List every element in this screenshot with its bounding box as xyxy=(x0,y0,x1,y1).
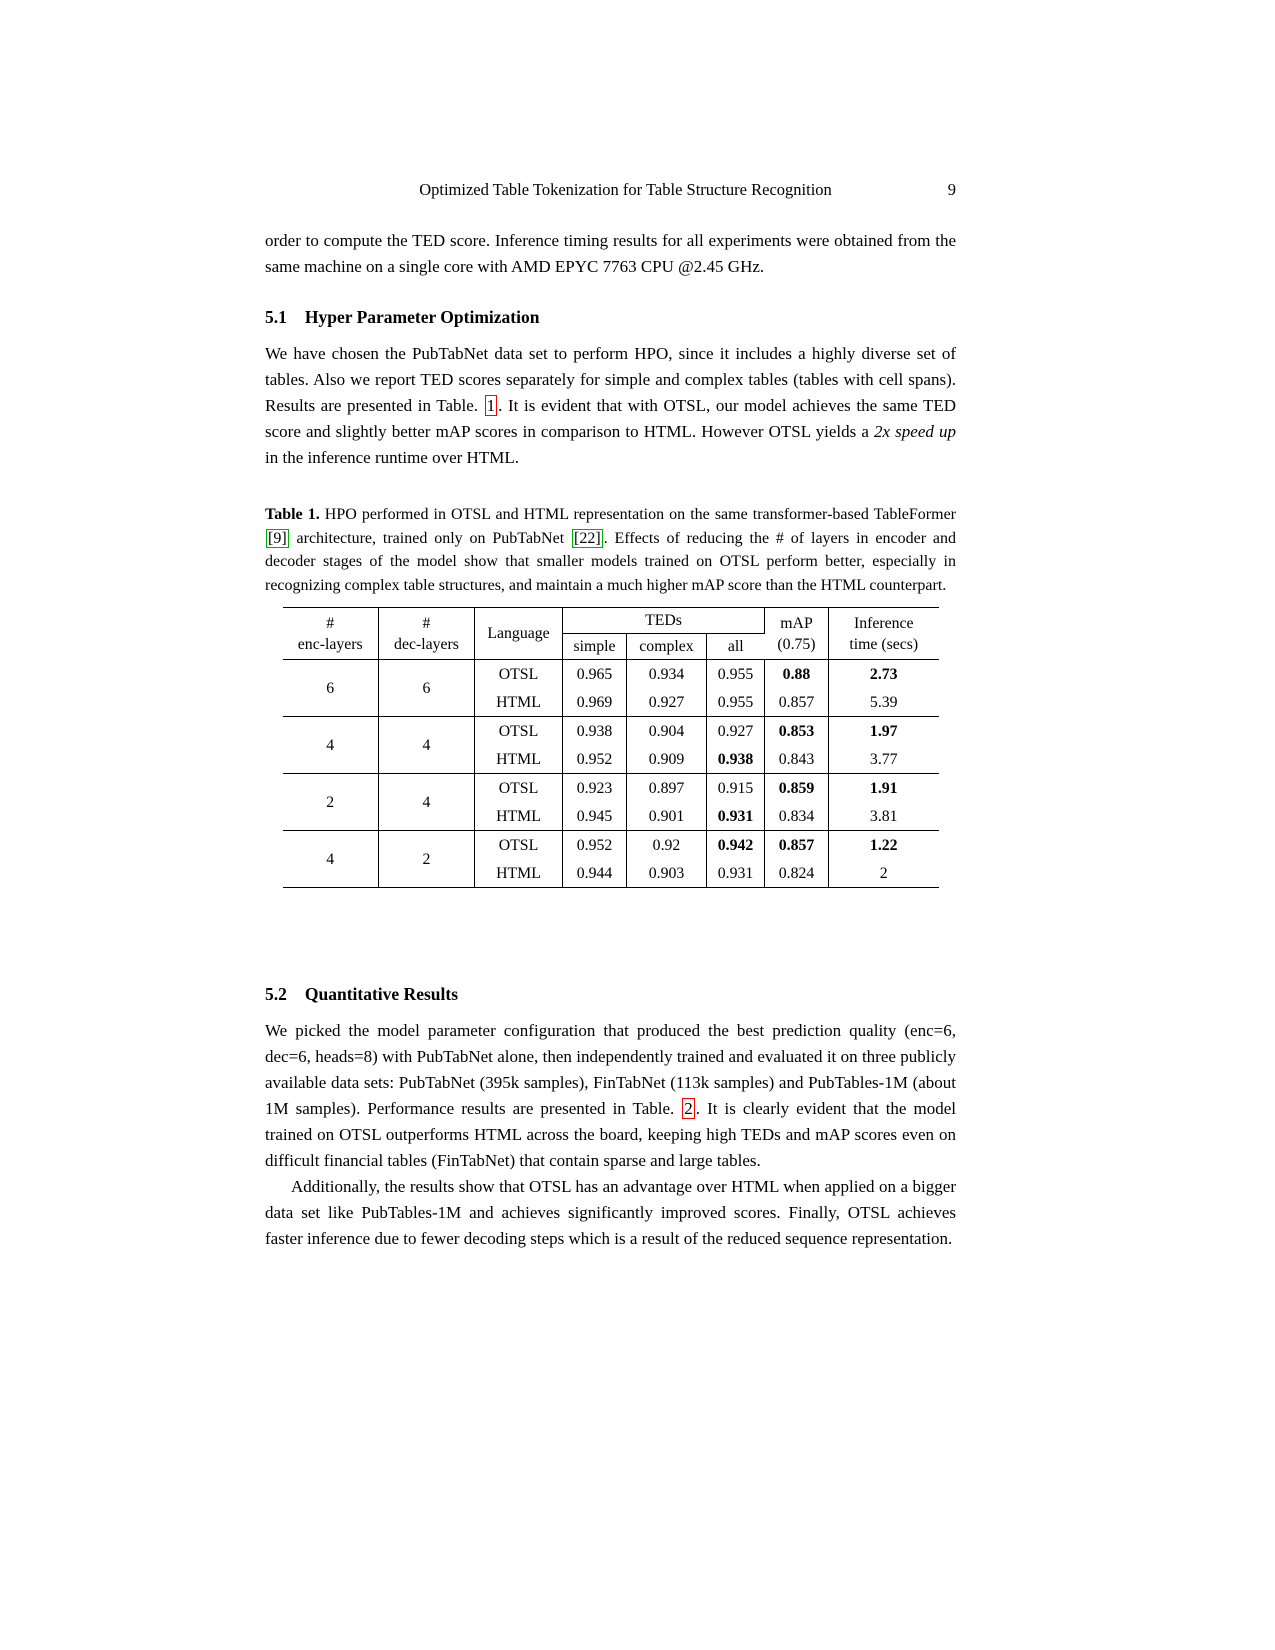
results-table-1 xyxy=(283,607,939,888)
table-2-ref-link[interactable]: 2 xyxy=(684,1099,693,1118)
cell-teds-simple: 0.944 xyxy=(563,859,627,888)
header-teds-simple: simple xyxy=(563,634,627,660)
table-header-row-1 xyxy=(283,608,939,634)
cell-teds-simple: 0.965 xyxy=(563,660,627,689)
header-map xyxy=(765,608,829,660)
cell-map: 0.853 xyxy=(765,717,829,746)
cell-language: HTML xyxy=(475,688,563,717)
cell-teds-all: 0.955 xyxy=(707,660,765,689)
header-enc-layers xyxy=(283,608,379,660)
cell-language: HTML xyxy=(475,802,563,831)
cell-teds-complex: 0.934 xyxy=(627,660,707,689)
cell-map: 0.859 xyxy=(765,774,829,803)
section-title-5-2: Quantitative Results xyxy=(304,984,458,1004)
caption-text: HPO performed in OTSL and HTML representation on the same transformer-based TableFormer xyxy=(319,506,957,523)
caption-label: Table 1. xyxy=(265,506,320,523)
table-group-enc6-dec6 xyxy=(283,660,939,717)
cell-teds-simple: 0.952 xyxy=(563,745,627,774)
section-number-5-2: 5.2 xyxy=(265,984,287,1004)
header-teds-all: all xyxy=(727,638,744,655)
table-group-enc2-dec4 xyxy=(283,774,939,831)
table-row-otsl xyxy=(283,660,939,689)
cell-dec-layers: 4 xyxy=(379,774,475,831)
paragraph-5-2-1 xyxy=(265,1018,956,1174)
paragraph-text: We picked the model parameter configuration that produced the best prediction quality (enc=6, dec=6, heads=8) with PubTabNet alone, then independently trained and evaluated it on three publicly available data sets: PubTabNet (395k samples), FinTabNet (113k samples) and PubTables-1M (about 1M samples). Performance results are presented in Table. xyxy=(265,1021,956,1118)
paragraph-text: . It is evident that with OTSL, our model achieves the same TED score and slightly better mAP scores in comparison to HTML. However OTSL yields a xyxy=(265,396,956,441)
cell-enc-layers: 6 xyxy=(283,660,379,717)
header-teds: TEDs xyxy=(563,608,765,634)
cell-teds-complex: 0.92 xyxy=(627,831,707,860)
header-dec-symbol: # xyxy=(422,614,431,632)
cell-language: OTSL xyxy=(475,774,563,803)
cell-teds-complex: 0.927 xyxy=(627,688,707,717)
cell-inference-time: 1.97 xyxy=(869,722,898,740)
cell-teds-complex: 0.903 xyxy=(627,859,707,888)
citation-9-link[interactable]: [9] xyxy=(268,529,287,547)
cell-teds-simple: 0.938 xyxy=(563,717,627,746)
cell-map: 0.824 xyxy=(765,859,829,888)
cell-language: OTSL xyxy=(475,717,563,746)
cell-inference-time: 1.22 xyxy=(869,836,898,854)
paragraph-text: in the inference runtime over HTML. xyxy=(265,448,519,467)
cell-dec-layers: 6 xyxy=(379,660,475,717)
cell-map: 0.857 xyxy=(765,688,829,717)
caption-text: . Effects of reducing the # of layers in encoder and decoder stages of the model show that smaller models trained on OTSL perform better, especially in recognizing complex table structures, and maintain a much higher mAP score than the HTML counterpart. xyxy=(265,529,957,594)
cell-teds-complex: 0.901 xyxy=(627,802,707,831)
cell-teds-all: 0.938 xyxy=(707,745,765,774)
table-row-otsl xyxy=(283,717,939,746)
citation-22-link[interactable]: [22] xyxy=(574,529,601,547)
table-group-enc4-dec2 xyxy=(283,831,939,888)
cell-dec-layers: 4 xyxy=(379,717,475,774)
cell-teds-simple: 0.923 xyxy=(563,774,627,803)
paper-page xyxy=(265,180,956,1252)
caption-text: architecture, trained only on PubTabNet xyxy=(289,529,572,547)
cell-inference-time: 5.39 xyxy=(869,693,898,711)
cell-dec-layers: 2 xyxy=(379,831,475,888)
header-language: Language xyxy=(475,608,563,660)
cell-language: HTML xyxy=(475,745,563,774)
cell-map: 0.843 xyxy=(765,745,829,774)
cell-enc-layers: 2 xyxy=(283,774,379,831)
paragraph-5-2-2: Additionally, the results show that OTSL has an advantage over HTML when applied on a bigger data set like PubTables-1M and achieves significantly improved scores. Finally, OTSL achieves faster inference due to fewer decoding steps which is a result of the reduced sequence representation. xyxy=(265,1177,956,1248)
table-1-ref-link[interactable]: 1 xyxy=(486,396,496,415)
cell-teds-all: 0.915 xyxy=(707,774,765,803)
header-inference-time xyxy=(829,608,939,660)
header-enc-symbol: # xyxy=(326,614,335,632)
cell-teds-complex: 0.909 xyxy=(627,745,707,774)
cell-map: 0.834 xyxy=(765,802,829,831)
header-map-line1: mAP xyxy=(780,614,813,632)
section-title-5-1: Hyper Parameter Optimization xyxy=(304,307,540,327)
header-inference-line1: Inference xyxy=(853,614,914,632)
table-row-otsl xyxy=(283,831,939,860)
cell-enc-layers: 4 xyxy=(283,831,379,888)
header-dec-label: dec-layers xyxy=(394,635,459,653)
cell-teds-simple: 0.969 xyxy=(563,688,627,717)
section-number-5-1: 5.1 xyxy=(265,307,287,327)
cell-teds-all: 0.927 xyxy=(707,717,765,746)
table-row-otsl xyxy=(283,774,939,803)
running-title: Optimized Table Tokenization for Table Structure Recognition xyxy=(419,180,832,199)
running-header xyxy=(265,180,956,200)
section-heading-5-1 xyxy=(265,307,956,328)
emphasis-2x-speed-up: 2x speed up xyxy=(874,422,956,441)
paragraph-intro: order to compute the TED score. Inference timing results for all experiments were obtained from the same machine on a single core with AMD EPYC 7763 CPU @2.45 GHz. xyxy=(265,231,956,276)
table-1-caption xyxy=(265,503,956,597)
table-group-enc4-dec4 xyxy=(283,717,939,774)
table-1-header xyxy=(283,608,939,660)
cell-teds-complex: 0.897 xyxy=(627,774,707,803)
table-1-container xyxy=(265,607,956,888)
cell-teds-all: 0.931 xyxy=(707,802,765,831)
cell-inference-time: 2 xyxy=(879,864,888,882)
cell-language: OTSL xyxy=(475,660,563,689)
cell-teds-all: 0.942 xyxy=(707,831,765,860)
header-dec-layers xyxy=(379,608,475,660)
cell-inference-time: 1.91 xyxy=(869,779,898,797)
cell-inference-time: 2.73 xyxy=(869,665,898,683)
header-enc-label: enc-layers xyxy=(297,635,363,653)
cell-language: HTML xyxy=(475,859,563,888)
header-teds-complex: complex xyxy=(627,634,707,660)
header-map-line2: (0.75) xyxy=(777,635,816,653)
cell-enc-layers: 4 xyxy=(283,717,379,774)
cell-map: 0.857 xyxy=(765,831,829,860)
paragraph-text: . It is clearly evident that the model trained on OTSL outperforms HTML across the board, keeping high TEDs and mAP scores even on difficult financial tables (FinTabNet) that contain sparse and large tables. xyxy=(265,1099,956,1170)
cell-language: OTSL xyxy=(475,831,563,860)
section-heading-5-2 xyxy=(265,984,956,1005)
cell-teds-complex: 0.904 xyxy=(627,717,707,746)
header-inference-line2: time (secs) xyxy=(849,635,919,653)
cell-teds-all: 0.931 xyxy=(707,859,765,888)
cell-teds-simple: 0.952 xyxy=(563,831,627,860)
cell-teds-all: 0.955 xyxy=(707,688,765,717)
cell-map: 0.88 xyxy=(765,660,829,689)
cell-teds-simple: 0.945 xyxy=(563,802,627,831)
paragraph-5-1 xyxy=(265,341,956,471)
page-number: 9 xyxy=(947,180,956,199)
cell-inference-time: 3.81 xyxy=(869,807,898,825)
paragraph-text: We have chosen the PubTabNet data set to perform HPO, since it includes a highly diverse set of tables. Also we report TED scores separately for simple and complex tables (tables with cell spans). Results are presented in Table. xyxy=(265,344,956,415)
cell-inference-time: 3.77 xyxy=(869,750,898,768)
